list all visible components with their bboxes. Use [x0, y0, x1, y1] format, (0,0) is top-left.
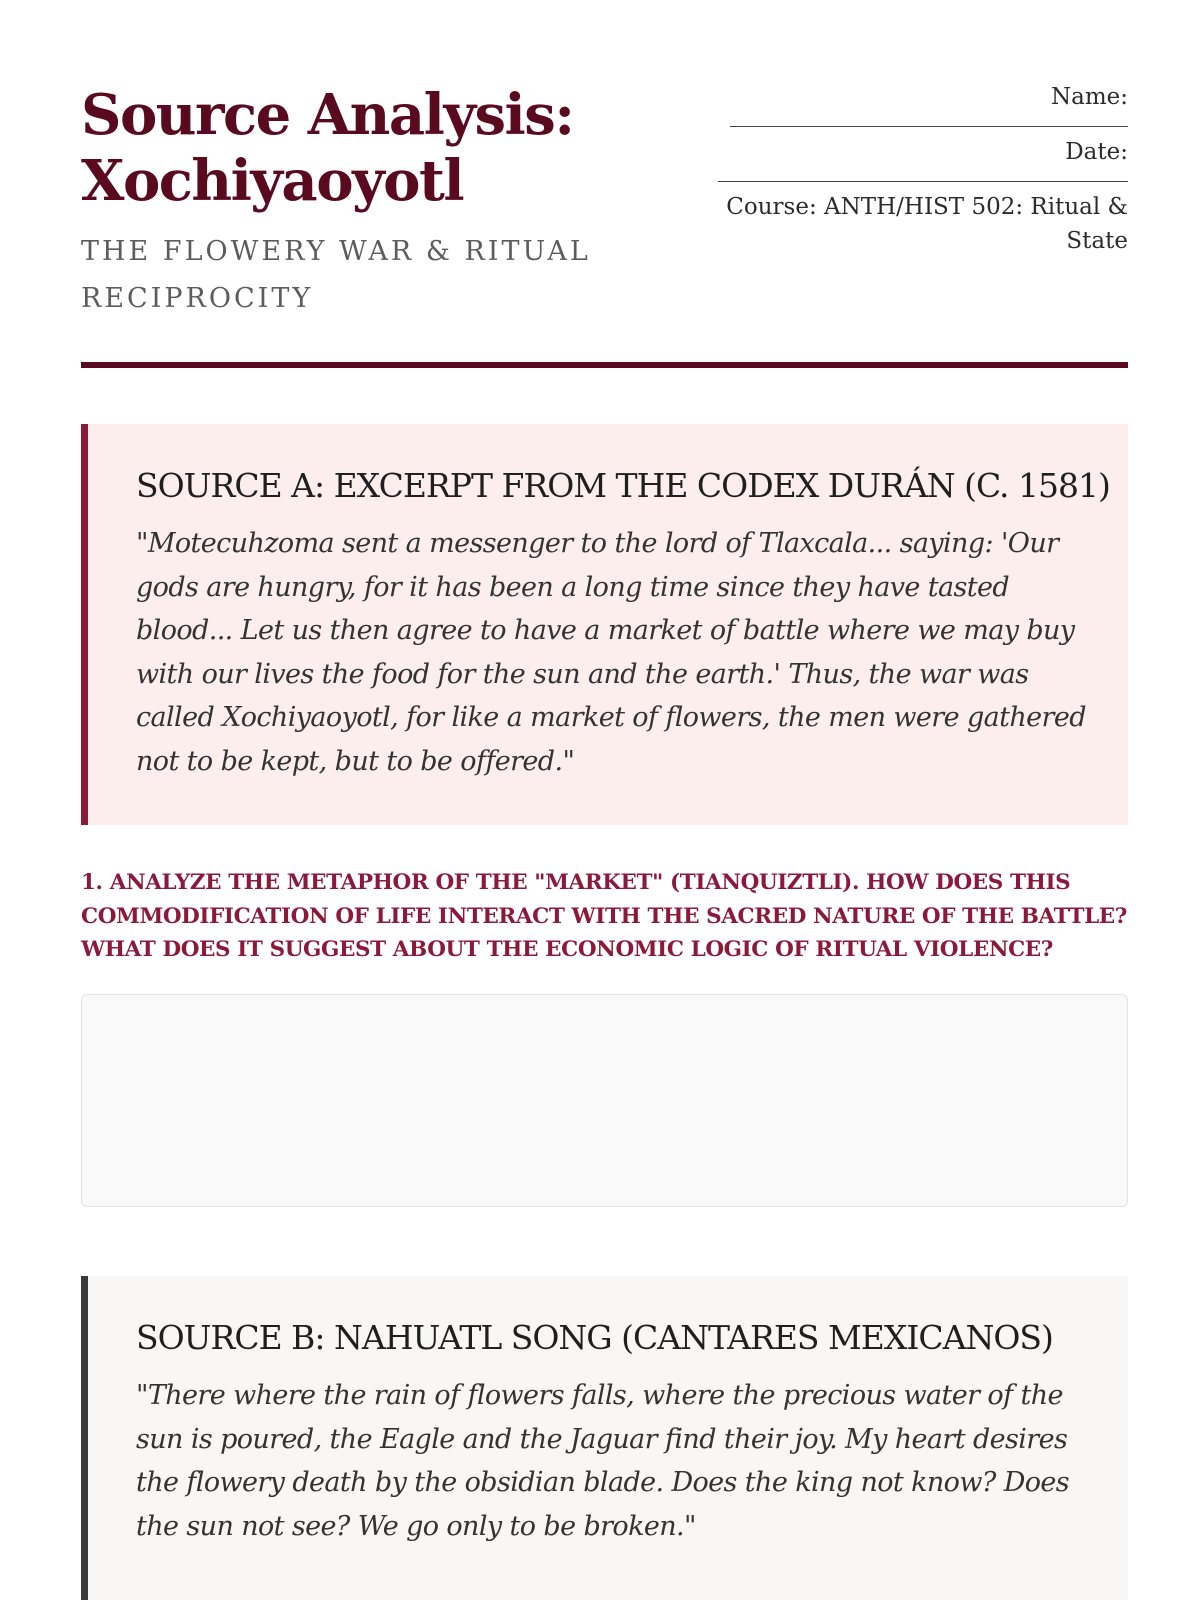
title-line-1: Source Analysis: [81, 82, 574, 148]
worksheet-header [81, 0, 1128, 368]
source-b-heading: SOURCE B: NAHUATL SONG (CANTARES MEXICANOS) [136, 1318, 1053, 1357]
source-a-heading: SOURCE A: EXCERPT FROM THE CODEX DURÁN (C. 1581) [136, 466, 1110, 505]
question-1-answer-field[interactable] [81, 994, 1128, 1207]
title-line-2: Xochiyaoyotl [81, 148, 464, 214]
source-a-quote: "Motecuhzoma sent a messenger to the lord of Tlaxcala... saying: 'Our gods are hungry, for it has been a long time since they have tasted blood... Let us then agree to have a market of battle where we may buy with our lives the food for the sun and the earth.' Thus, the war was called Xochiyaoyotl, for like a market of flowers, the men were gathered not to be kept, but to be offered." [136, 528, 1086, 777]
header-divider [81, 362, 1128, 368]
page-title [81, 82, 701, 214]
name-label: Name: [1050, 84, 1128, 110]
source-b-box [81, 1276, 1128, 1600]
source-b-quote: "There where the rain of flowers falls, where the precious water of the sun is poured, the Eagle and the Jaguar find their joy. My heart desires the flowery death by the obsidian blade. Does the king not know? Does the sun not see? We go only to be broken." [136, 1380, 1070, 1542]
name-field[interactable] [730, 124, 1128, 127]
page-subtitle: THE FLOWERY WAR & RITUAL RECIPROCITY [81, 236, 591, 314]
date-label: Date: [1065, 139, 1128, 165]
student-info [708, 80, 1128, 258]
date-field[interactable] [718, 179, 1128, 182]
source-a-box [81, 424, 1128, 825]
question-1-prompt: 1. ANALYZE THE METAPHOR OF THE "MARKET" (TIANQUIZTLI). HOW DOES THIS COMMODIFICATION OF LIFE INTERACT WITH THE SACRED NATURE OF THE BATTLE? WHAT DOES IT SUGGEST ABOUT THE ECONOMIC LOGIC OF RITUAL VIOLENCE? [81, 870, 1127, 962]
course-label: Course: ANTH/HIST 502: Ritual & State [726, 194, 1128, 254]
worksheet-page [81, 0, 1128, 1542]
